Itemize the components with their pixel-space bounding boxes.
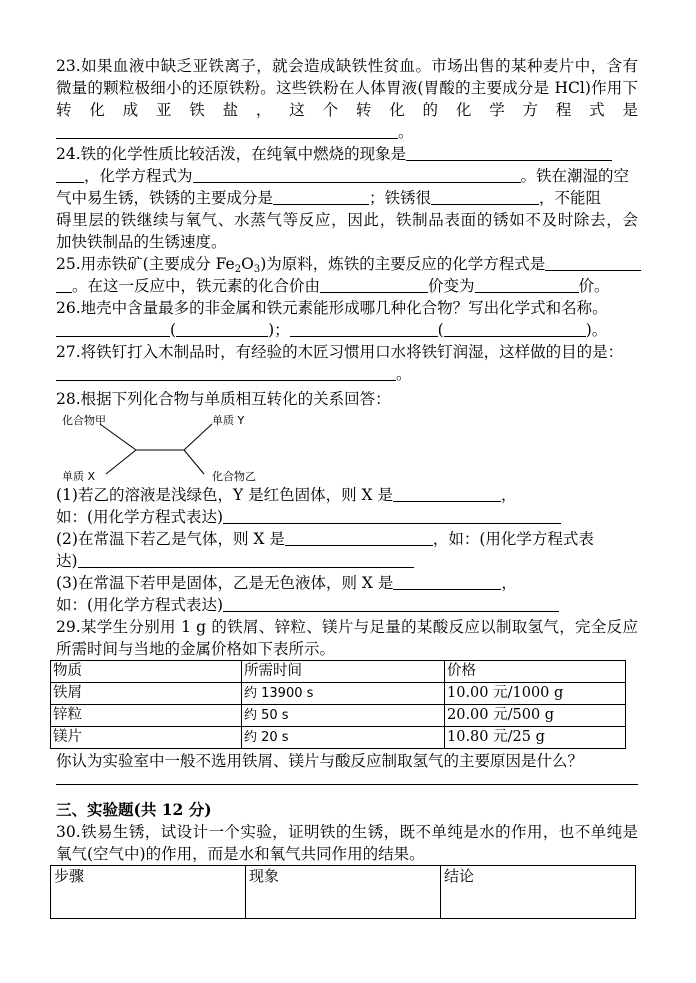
q27-line2: 。 xyxy=(56,363,638,385)
q28-intro: 28.根据下列化合物与单质相互转化的关系回答： xyxy=(56,390,391,408)
q28-p1-line2: 如：(用化学方程式表达) xyxy=(56,506,638,528)
q28-p1-line1: (1)若乙的溶液是浅绿色，Y 是红色固体，则 X 是 ， xyxy=(56,486,517,504)
q30-line2: 氧气(空气中)的作用，而是水和氧气共同作用的结果。 xyxy=(56,845,425,863)
q28-p1-equation-blank[interactable] xyxy=(223,507,561,524)
table-cell: 约 13900 s xyxy=(242,683,445,705)
q23-line3: 转化成亚铁盐，这个转化的化学方程式是 xyxy=(56,101,638,119)
diagram-compound-jia: 化合物甲 xyxy=(62,414,106,427)
diagram-element-y: 单质 Y xyxy=(212,414,245,427)
q24-phenomenon-blank[interactable] xyxy=(406,144,612,161)
q27-answer-blank[interactable] xyxy=(56,364,396,381)
q29-question: 你认为实验室中一般不选用铁屑、镁片与酸反应制取氢气的主要原因是什么？ xyxy=(56,752,584,770)
table-header: 价格 xyxy=(445,661,626,683)
q23-line4: 。 xyxy=(56,121,638,143)
q28-p1-x-blank[interactable] xyxy=(393,485,501,502)
table-cell: 约 50 s xyxy=(242,705,445,727)
table-cell: 20.00 元/500 g xyxy=(445,705,626,727)
q25-line2: 。在这一反应中，铁元素的化合价由 价变为 价。 xyxy=(56,275,638,297)
table-header[interactable]: 现象 xyxy=(246,866,441,919)
q28-p2-equation-blank[interactable] xyxy=(78,551,414,568)
q29-line1: 29.某学生分别用 1 g 的铁屑、锌粒、镁片与足量的某酸反应以制取氢气，完全反应 xyxy=(56,618,638,636)
section3-title: 三、实验题(共 12 分) xyxy=(56,800,212,819)
q28-p2-line2: 达) xyxy=(56,550,638,572)
table-cell: 约 20 s xyxy=(242,727,445,749)
q24-line4: 碍里层的铁继续与氧气、水蒸气等反应，因此，铁制品表面的锈如不及时除去，会 xyxy=(56,211,638,229)
q25-equation-blank-cont[interactable] xyxy=(56,276,72,293)
table-row xyxy=(51,705,626,727)
diagram-compound-yi: 化合物乙 xyxy=(212,470,256,483)
q28-p3-x-blank[interactable] xyxy=(393,573,501,590)
q24-line2: ，化学方程式为 。铁在潮湿的空 xyxy=(56,165,638,187)
q25-equation-blank[interactable] xyxy=(545,254,641,271)
q23-line1: 23.如果血液中缺乏亚铁离子，就会造成缺铁性贫血。市场出售的某种麦片中，含有 xyxy=(56,57,638,75)
q25-line1: 25.用赤铁矿(主要成分 $Fe_2O_3$)为原料，炼铁的主要反应的化学方程式是 xyxy=(56,253,638,275)
q24-phenomenon-blank-cont[interactable] xyxy=(56,166,84,183)
table-header[interactable]: 步骤 xyxy=(51,866,246,919)
q24-rust-component-blank[interactable] xyxy=(273,188,369,205)
q30-line1: 30.铁易生锈，试设计一个实验，证明铁的生锈，既不单纯是水的作用，也不单纯是 xyxy=(56,823,638,841)
table-row xyxy=(51,866,636,919)
q28-diagram xyxy=(56,414,638,482)
table-cell: 10.00 元/1000 g xyxy=(445,683,626,705)
table-cell: 10.80 元/25 g xyxy=(445,727,626,749)
exam-page xyxy=(53,55,638,919)
q26-name2-blank[interactable] xyxy=(444,320,586,337)
q24-line5: 加快铁制品的生锈速度。 xyxy=(56,233,227,251)
table-cell: 锌粒 xyxy=(51,705,242,727)
q28-p3-equation-blank[interactable] xyxy=(223,595,559,612)
q28-p3-line2: 如：(用化学方程式表达) xyxy=(56,594,638,616)
q28-p3-line1: (3)在常温下若甲是固体，乙是无色液体，则 X 是 ， xyxy=(56,574,517,592)
q25-valence-from-blank[interactable] xyxy=(320,276,428,293)
q26-name1-blank[interactable] xyxy=(176,320,268,337)
q24-line3: 气中易生锈，铁锈的主要成分是 ；铁锈很 ，不能阻 xyxy=(56,189,602,207)
q23-answer-blank[interactable] xyxy=(56,122,398,139)
q28-p2-x-blank[interactable] xyxy=(285,529,433,546)
q24-rust-property-blank[interactable] xyxy=(431,188,539,205)
table-row xyxy=(51,683,626,705)
q30-table xyxy=(50,865,636,919)
q26-line2: ( )； ( )。 xyxy=(56,319,638,341)
q26-line1: 26.地壳中含量最多的非金属和铁元素能形成哪几种化合物？写出化学式和名称。 xyxy=(56,299,608,317)
q26-formula1-blank[interactable] xyxy=(56,320,170,337)
table-cell: 铁屑 xyxy=(51,683,242,705)
table-cell: 镁片 xyxy=(51,727,242,749)
table-header: 物质 xyxy=(51,661,242,683)
q28-p2-line1: (2)在常温下若乙是气体，则 X 是 ，如：(用化学方程式表 xyxy=(56,530,594,548)
table-row xyxy=(51,727,626,749)
q24-line1: 24.铁的化学性质比较活泼，在纯氧中燃烧的现象是 xyxy=(56,143,638,165)
diagram-element-x: 单质 X xyxy=(62,470,96,483)
table-header-row xyxy=(51,661,626,683)
q25-valence-to-blank[interactable] xyxy=(475,276,579,293)
q24-equation-blank[interactable] xyxy=(193,166,521,183)
q23-line2: 微量的颗粒极细小的还原铁粉。这些铁粉在人体胃液(胃酸的主要成分是 HCl)作用下 xyxy=(56,79,638,97)
q29-table xyxy=(50,660,626,749)
q29-line2: 所需时间与当地的金属价格如下表所示。 xyxy=(56,640,336,658)
q29-answer-line[interactable] xyxy=(56,784,638,785)
table-header[interactable]: 结论 xyxy=(441,866,636,919)
q26-formula2-blank[interactable] xyxy=(290,320,438,337)
q27-line1: 27.将铁钉打入木制品时，有经验的木匠习惯用口水将铁钉润湿，这样做的目的是： xyxy=(56,343,624,361)
table-header: 所需时间 xyxy=(242,661,445,683)
